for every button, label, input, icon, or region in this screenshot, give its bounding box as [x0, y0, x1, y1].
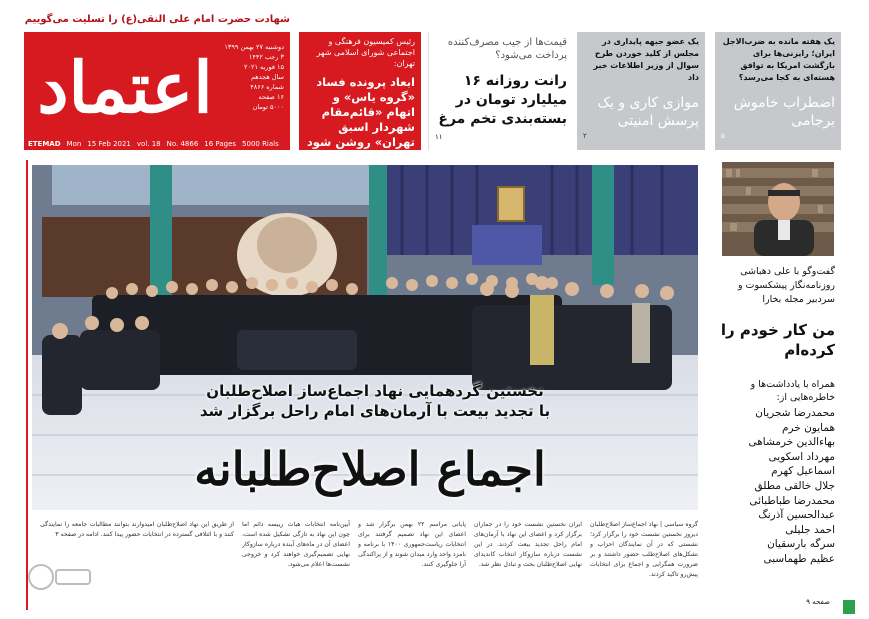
- watermark-logo: [26, 562, 96, 592]
- sidebar-kicker: گفت‌وگو با علی دهباشی روزنامه‌نگار پیشکسوت و سردبیر مجله بخارا: [737, 266, 835, 305]
- contributor-name: همایون خرم: [782, 421, 835, 434]
- contributor-name: محمدرضا طباطبائی: [749, 494, 835, 507]
- masthead-footer: [24, 138, 290, 150]
- sidebar-portrait[interactable]: [722, 162, 834, 256]
- contributor-name: محمدرضا شجریان: [755, 407, 835, 419]
- article-column-5: از طریق این نهاد اصلاح‌طلبان امیدوارند بتوانند مطالبات جامعه را نمایندگی کنند و با ائتلافی گسترده در انتخابات حضور پیدا کنند. ادامه در صفحه ۳: [40, 521, 234, 538]
- teaser-jcpoa[interactable]: [715, 32, 841, 150]
- teaser-headline: ابعاد پرونده فساد «گروه یاس» و اتهام «قائم‌مقام شهردار اسبق تهران» روشن شود: [306, 75, 415, 149]
- contributor-name: عظیم طهماسبی: [763, 552, 835, 565]
- masthead-footer-brand: ETEMAD: [28, 140, 61, 148]
- caption-line-2: با تجدید بیعت با آرمان‌های امام راحل برگزار شد: [199, 402, 551, 420]
- teaser-security[interactable]: [577, 32, 705, 150]
- contributor-name: جلال خالقی مطلق: [754, 479, 835, 492]
- teaser-headline: موازی کاری و یک پرسش امنیتی: [597, 95, 699, 129]
- contributor-name: سرگه بارسقیان: [767, 538, 835, 551]
- masthead-footer-item: Mon: [66, 140, 82, 148]
- section-color-marker: [843, 600, 855, 614]
- masthead: [24, 32, 290, 150]
- issue-info-line: ۱۶ صفحه: [258, 93, 284, 101]
- sidebar-intro: همراه با یادداشت‌ها و خاطره‌هایی از:: [750, 379, 835, 403]
- article-column-1: گروه سیاسی | نهاد اجماع‌ساز اصلاح‌طلبان دیروز نخستین نشست خود را برگزار کرد؛ نشستی که در آن نمایندگان احزاب و تشکل‌های اصلاح‌طلب حضور داشتند و بر ضرورت همگرایی و اجماع برای انتخابات پیش‌رو تاکید کردند.: [590, 521, 698, 578]
- teaser-eggs[interactable]: [428, 32, 573, 150]
- teaser-corruption[interactable]: [299, 32, 421, 164]
- issue-info-line: سال هجدهم: [250, 73, 284, 81]
- photo-caption: [150, 382, 600, 420]
- teaser-page: ۱۷: [305, 156, 313, 164]
- issue-info-line: دوشنبه ۲۷ بهمن ۱۳۹۹: [224, 43, 284, 51]
- caption-line-1: نخستین گردهمایی نهاد اجماع‌ساز اصلاح‌طلبان: [206, 382, 544, 400]
- teaser-page: ۵: [721, 132, 725, 140]
- issue-info-line: ۳ رجب ۱۴۴۲: [248, 53, 284, 61]
- masthead-footer-item: vol. 18: [136, 140, 161, 148]
- watermark-icon: [26, 562, 96, 592]
- main-headline[interactable]: اجماع اصلاح‌طلبانه: [194, 442, 546, 496]
- issue-info-line: ۱۵ فوریه ۲۰۲۱: [244, 63, 284, 71]
- contributor-name: احمد جلیلی: [785, 523, 835, 536]
- sidebar-headline[interactable]: من کار خودم را کرده‌ام: [720, 321, 835, 359]
- issue-info-line: شماره ۴۸۶۶: [250, 83, 284, 91]
- sidebar-page-ref: صفحه ۹: [806, 598, 830, 606]
- column-rule: [26, 160, 28, 610]
- newspaper-logo: اعتماد: [37, 46, 213, 129]
- contributor-name: بهاءالدین خرمشاهی: [748, 436, 835, 449]
- portrait-illustration: [722, 162, 834, 256]
- contributor-name: مهرداد اسکویی: [768, 450, 835, 463]
- teaser-headline: اضطراب خاموش برجامی: [733, 95, 835, 129]
- teaser-page: ۲: [583, 132, 587, 140]
- article-column-3: پایانی مراسم ۲۲ بهمن برگزار شد و اعضای این نهاد تصمیم گرفتند برای انتخابات ریاست‌جمهوری ۱۴۰۰ با برنامه و نامزد واحد وارد میدان شوند و از پراکندگی آرا جلوگیری کنند.: [358, 521, 466, 568]
- teaser-kicker: قیمت‌ها از جیب مصرف‌کننده پرداخت می‌شود؟: [447, 37, 567, 61]
- teaser-headline: رانت روزانه ۱۶ میلیارد تومان در بسته‌بندی تخم مرغ: [438, 73, 567, 127]
- contributor-list: [720, 406, 835, 567]
- article-column-4: آیین‌نامه انتخابات هیات رییسه دائم اما چون این نهاد به تازگی تشکیل شده است، اعضای آن در ماه‌های آینده درباره سازوکار نهایی تصمیم‌گیری خواهند کرد و خروجی نشست‌ها اعلام می‌شود.: [242, 521, 350, 568]
- teaser-kicker: یک عضو جبهه پایداری در مجلس از کلید خوردن طرح سوال از وزیر اطلاعات خبر داد: [593, 37, 699, 82]
- contributor-name: اسماعیل کهرم: [771, 465, 835, 478]
- teaser-kicker: یک هفته مانده به ضرب‌الاجل ایران؛ رایزنی‌ها برای بازگشت امریکا به توافق هسته‌ای به کجا می‌رسد؟: [722, 37, 835, 82]
- contributor-name: عبدالحسین آذرنگ: [758, 509, 835, 522]
- top-note: شهادت حضرت امام علی النقی(ع) را تسلیت می‌گوییم: [24, 14, 290, 25]
- masthead-footer-item: No. 4866: [166, 140, 199, 148]
- article-column-2: ایران نخستین نشست خود را در جماران برگزار کرد و اعضای این نهاد با آرمان‌های امام راحل تجدید بیعت کردند. در این نشست درباره سازوکار انتخاب کاندیدای نهایی اصلاح‌طلبان بحث و تبادل نظر شد.: [474, 521, 582, 568]
- teaser-page: ۱۱: [435, 133, 443, 141]
- masthead-footer-item: 5000 Rials: [242, 140, 279, 148]
- issue-info-line: ۵۰۰۰ تومان: [252, 103, 284, 111]
- teaser-kicker: رئیس کمیسیون فرهنگی و اجتماعی شورای اسلامی شهر تهران:: [316, 37, 415, 68]
- masthead-footer-item: 16 Pages: [204, 140, 237, 148]
- masthead-footer-item: 15 Feb 2021: [87, 140, 131, 148]
- issue-info: [204, 42, 284, 112]
